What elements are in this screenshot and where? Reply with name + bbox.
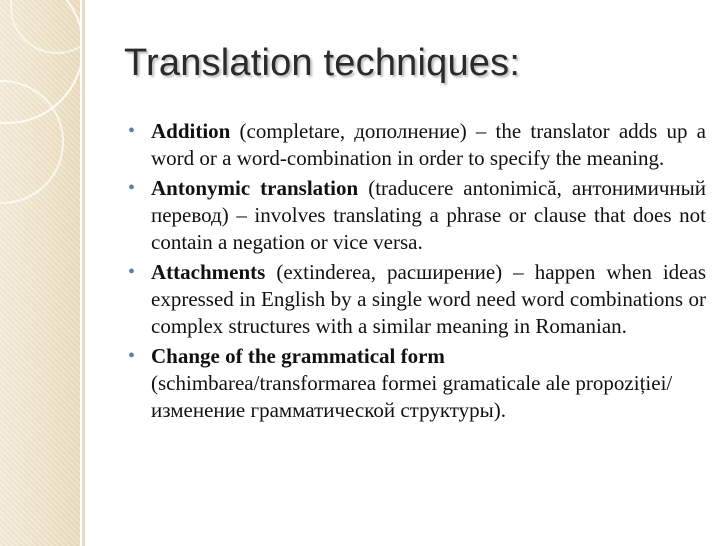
bullet-term: Change of the grammatical form: [151, 344, 445, 368]
bullet-term: Antonymic translation: [151, 176, 359, 200]
bullet-text: (extinderea, расширение) – happen when ideas expressed in English by a single word need word combinations or complex structures with a similar meaning in Romanian.: [151, 260, 706, 338]
bullet-term: Addition: [151, 119, 231, 143]
bullet-marker-icon: •: [128, 345, 136, 367]
bullet-marker-icon: •: [128, 261, 136, 283]
bullet-item-addition: [128, 118, 706, 172]
bullet-list: [128, 118, 706, 427]
bullet-term: Attachments: [151, 260, 266, 284]
slide-title: Translation techniques:: [124, 42, 521, 84]
bullet-text: (schimbarea/transformarea formei gramaticale ale propoziției/изменение грамматической структуры).: [151, 371, 673, 422]
bullet-item-change-of-grammatical-form: [128, 343, 706, 424]
decorative-divider: [82, 0, 85, 546]
bullet-item-antonymic-translation: [128, 175, 706, 256]
bullet-marker-icon: •: [128, 120, 136, 142]
decorative-side-band: [0, 0, 80, 546]
bullet-text: (completare, дополнение) – the translator adds up a word or a word-combination in order to specify the meaning.: [151, 119, 706, 170]
bullet-item-attachments: [128, 259, 706, 340]
bullet-text: (traducere antonimică, антонимичный перевод) – involves translating a phrase or clause that does not contain a negation or vice versa.: [151, 176, 706, 254]
bullet-marker-icon: •: [128, 177, 136, 199]
